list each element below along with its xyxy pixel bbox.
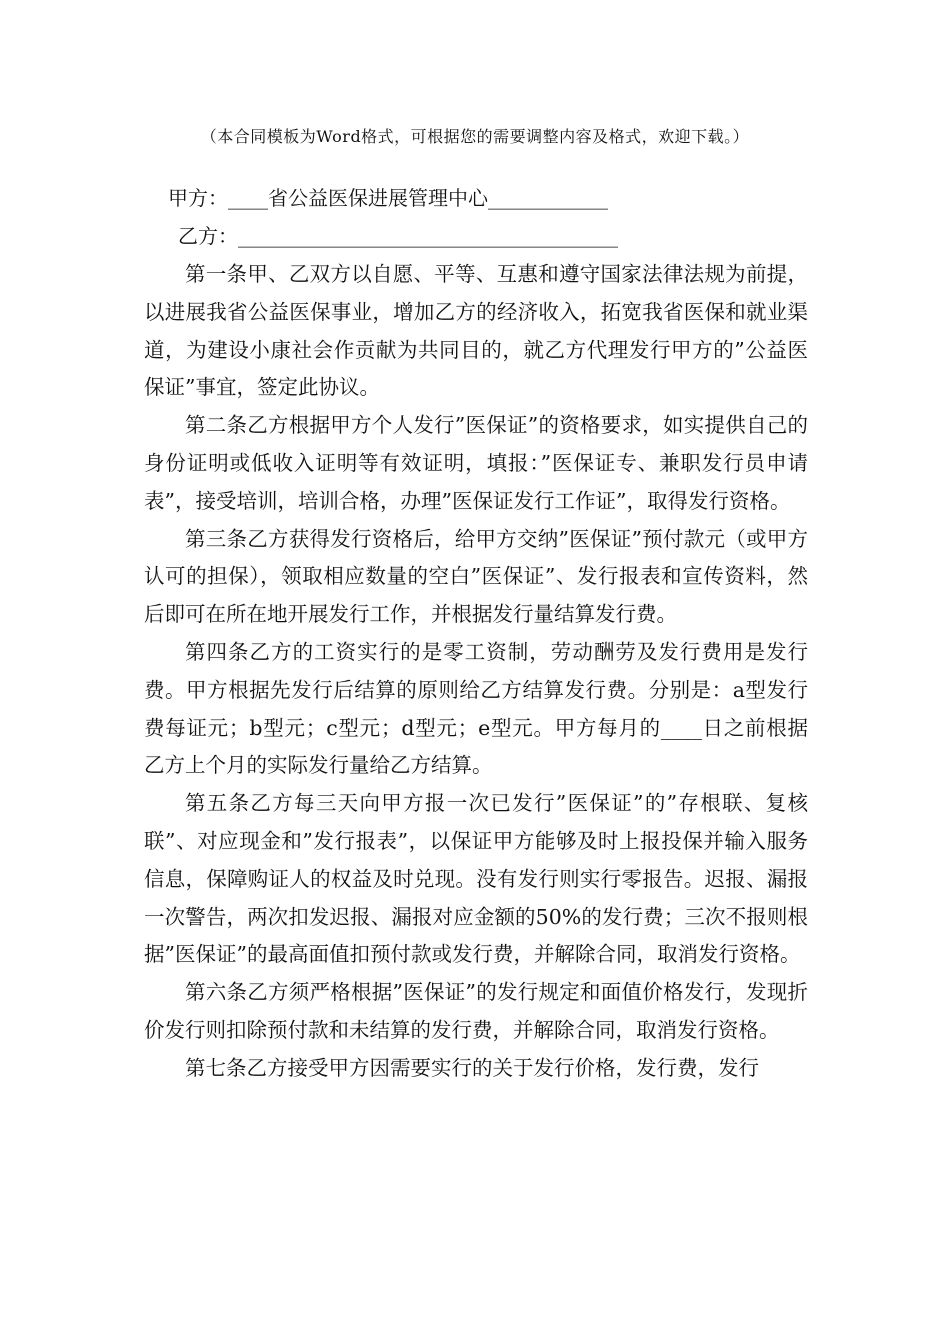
article-4: 第四条乙方的工资实行的是零工资制，劳动酬劳及发行费用是发行费。甲方根据先发行后结算的原则给乙方结算发行费。分别是：a型发行费每证元；b型元；c型元；d型元；e型元。甲方每月的____日之前根据乙方上个月的实际发行量给乙方结算。 [144, 639, 808, 778]
template-note: （本合同模板为Word格式，可根据您的需要调整内容及格式，欢迎下载。） [200, 127, 750, 146]
article-7: 第七条乙方接受甲方因需要实行的关于发行价格，发行费，发行 [185, 1055, 759, 1080]
party-a-line: 甲方：____省公益医保进展管理中心____________ [168, 186, 608, 210]
article-2: 第二条乙方根据甲方个人发行”医保证”的资格要求，如实提供自己的身份证明或低收入证明等有效证明，填报：”医保证专、兼职发行员申请表”，接受培训，培训合格，办理”医保证发行工作证”，取得发行资格。 [144, 413, 808, 513]
article-3: 第三条乙方获得发行资格后，给甲方交纳”医保证”预付款元（或甲方认可的担保），领取相应数量的空白”医保证”、发行报表和宣传资料，然后即可在所在地开展发行工作，并根据发行量结算发行费。 [144, 526, 808, 627]
article-6: 第六条乙方须严格根据”医保证”的发行规定和面值价格发行，发现折价发行则扣除预付款和未结算的发行费，并解除合同，取消发行资格。 [144, 980, 808, 1042]
article-1: 第一条甲、乙双方以自愿、平等、互惠和遵守国家法律法规为前提，以进展我省公益医保事业，增加乙方的经济收入，拓宽我省医保和就业渠道，为建设小康社会作贡献为共同目的，就乙方代理发行甲方的”公益医保证”事宜，签定此协议。 [144, 262, 808, 400]
article-5: 第五条乙方每三天向甲方报一次已发行”医保证”的”存根联、复核联”、对应现金和”发行报表”，以保证甲方能够及时上报投保并输入服务信息，保障购证人的权益及时兑现。没有发行则实行零报告。迟报、漏报一次警告，两次扣发迟报、漏报对应金额的50%的发行费；三次不报则根据”医保证”的最高面值扣预付款或发行费，并解除合同，取消发行资格。 [144, 791, 808, 967]
party-b-line: 乙方：______________________________________ [178, 224, 618, 248]
contract-body [144, 256, 808, 1088]
